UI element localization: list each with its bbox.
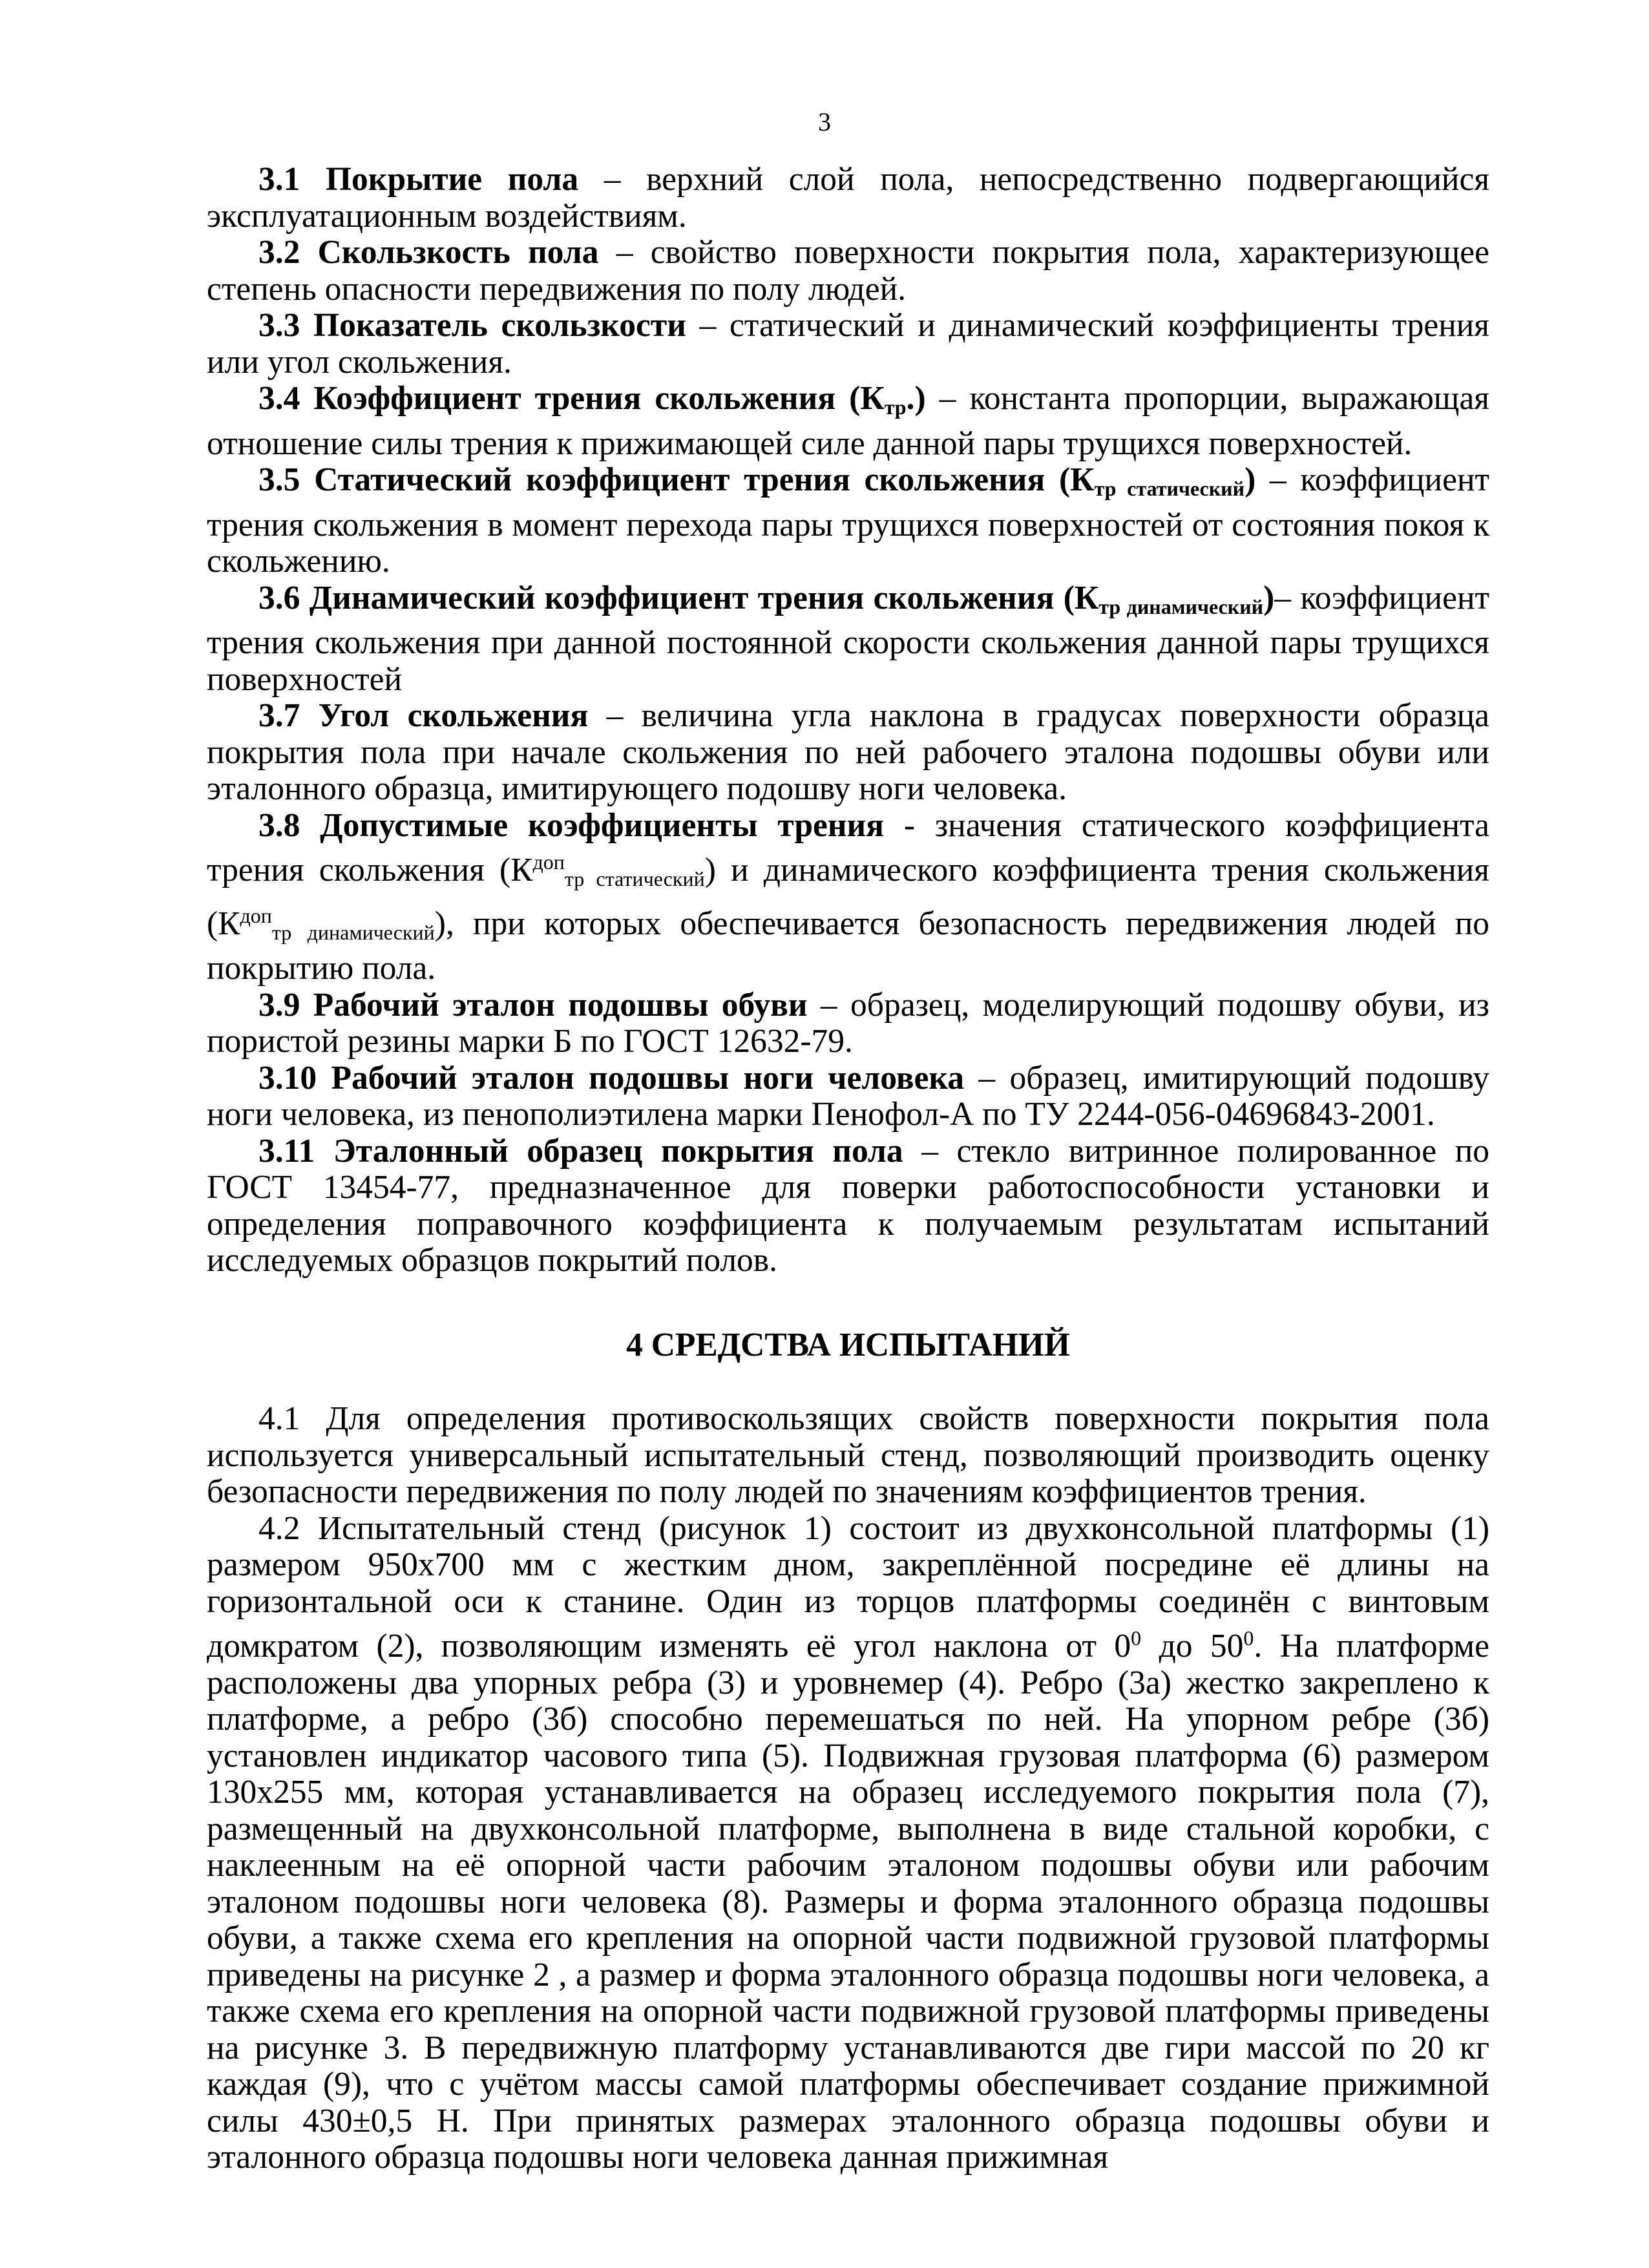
paragraph-4-2: 4.2 Испытательный стенд (рисунок 1) состоит из двухконсольной платформы (1) размером 950х700 мм с жестким дном, закреплённой посредине её длины на горизонтальной оси к станине. Один из торцов платформы соединён с винтовым домкратом (2), позволяющим изменять её угол наклона от $0^0$ до $50^0$. На платформе расположены два упорных ребра (3) и уровнемер (4). Ребро (3а) жестко закреплено к платформе, а ребро (3б) способно перемешаться по ней. На упорном ребре (3б) установлен индикатор часового типа (5). Подвижная грузовая платформа (6) размером 130х255 мм, которая устанавливается на образец исследуемого покрытия пола (7), размещенный на двухконсольной платформе, выполнена в виде стальной коробки, с наклеенным на её опорной части рабочим эталоном подошвы обуви или рабочим эталоном подошвы ноги человека (8). Размеры и форма эталонного образца подошвы обуви, а также схема его крепления на опорной части подвижной грузовой платформы приведены на рисунке 2 , а размер и форма эталонного образца подошвы ноги человека, а также схема его крепления на опорной части подвижной грузовой платформы приведены на рисунке 3. В передвижную платформу устанавливаются две гири массой по 20 кг каждая (9), что с учётом массы самой платформы обеспечивает создание прижимной силы 430±0,5 Н. При принятых размерах эталонного образца подошвы обуви и эталонного образца подошвы ноги человека данная прижимная xyxy=(207,1509,1489,2176)
definition-3-10: 3.10 Рабочий эталон подошвы ноги человека – образец, имитирующий подошву ноги человека, из пенополиэтилена марки Пенофол-А по ТУ 2244-056-04696843-2001. xyxy=(207,1059,1489,1133)
term: Скользкость пола xyxy=(317,234,599,271)
term: Рабочий эталон подошвы обуви xyxy=(313,986,808,1024)
definition-3-9: 3.9 Рабочий эталон подошвы обуви – образец, моделирующий подошву обуви, из пористой резины марки Б по ГОСТ 12632-79. xyxy=(207,986,1490,1060)
term: Рабочий эталон подошвы ноги человека xyxy=(331,1059,965,1097)
term: Показатель скользкости xyxy=(313,307,686,344)
term: Угол скольжения xyxy=(318,697,589,734)
section-heading: 4 СРЕДСТВА ИСПЫТАНИЙ xyxy=(626,1326,1070,1363)
definition-3-1: 3.1 Покрытие пола – верхний слой пола, непосредственно подвергающийся эксплуатационным воздействиям. xyxy=(207,161,1490,235)
term: Допустимые коэффициенты трения xyxy=(320,806,885,844)
definition-3-3: 3.3 Показатель скользкости – статический и динамический коэффициенты трения или угол скольжения. xyxy=(207,307,1490,381)
term: Эталонный образец покрытия пола xyxy=(333,1132,903,1170)
term: Статический коэффициент трения скольжения (К xyxy=(314,461,1095,498)
definition-3-4: 3.4 Коэффициент трения скольжения $(К_{тр}.)$ – константа пропорции, выражающая отношение силы трения к прижимающей силе данной пары трущихся поверхностей. xyxy=(207,380,1489,462)
document-body xyxy=(207,162,1489,2176)
definition-3-8: 3.8 Допустимые коэффициенты трения - значения статического коэффициента трения скольжения ($К^{доп}тр$ статический) и динамического коэффициента трения скольжения ($К^{доп}тр$ динамический), при которых обеспечивается безопасность передвижения людей по покрытию пола. xyxy=(207,806,1490,987)
term: Коэффициент трения скольжения (К xyxy=(313,380,885,417)
definition-3-6: 3.6 Динамический коэффициент трения скольжения $(К_{тр динамический})-$ коэффициент трения скольжения при данной постоянной скорости скольжения данной пары трущихся поверхностей xyxy=(207,579,1490,698)
page-number: 3 xyxy=(818,107,831,136)
definition-3-7: 3.7 Угол скольжения – величина угла наклона в градусах поверхности образца покрытия пола при начале скольжения по ней рабочего эталона подошвы обуви или эталонного образца, имитирующего подошву ноги человека. xyxy=(207,697,1490,807)
term: Покрытие пола xyxy=(325,161,579,198)
definition-3-5: 3.5 Статический коэффициент трения скольжения $(К_{тр статический})$ – коэффициент трения скольжения в момент перехода пары трущихся поверхностей от состояния покоя к скольжению. xyxy=(207,461,1490,580)
term: Динамический коэффициент трения скольжения (К xyxy=(309,579,1099,616)
definition-3-11: 3.11 Эталонный образец покрытия пола – стекло витринное полированное по ГОСТ 13454-77, предназначенное для поверки работоспособности установки и определения поправочного коэффициента к получаемым результатам испытаний исследуемых образцов покрытий полов. xyxy=(207,1132,1490,1279)
definition-3-2: 3.2 Скользкость пола – свойство поверхности покрытия пола, характеризующее степень опасности передвижения по полу людей. xyxy=(207,234,1489,308)
paragraph-4-1: 4.1 Для определения противоскользящих свойств поверхности покрытия пола используется универсальный испытательный стенд, позволяющий производить оценку безопасности передвижения по полу людей по значениям коэффициентов трения. xyxy=(207,1400,1489,1510)
